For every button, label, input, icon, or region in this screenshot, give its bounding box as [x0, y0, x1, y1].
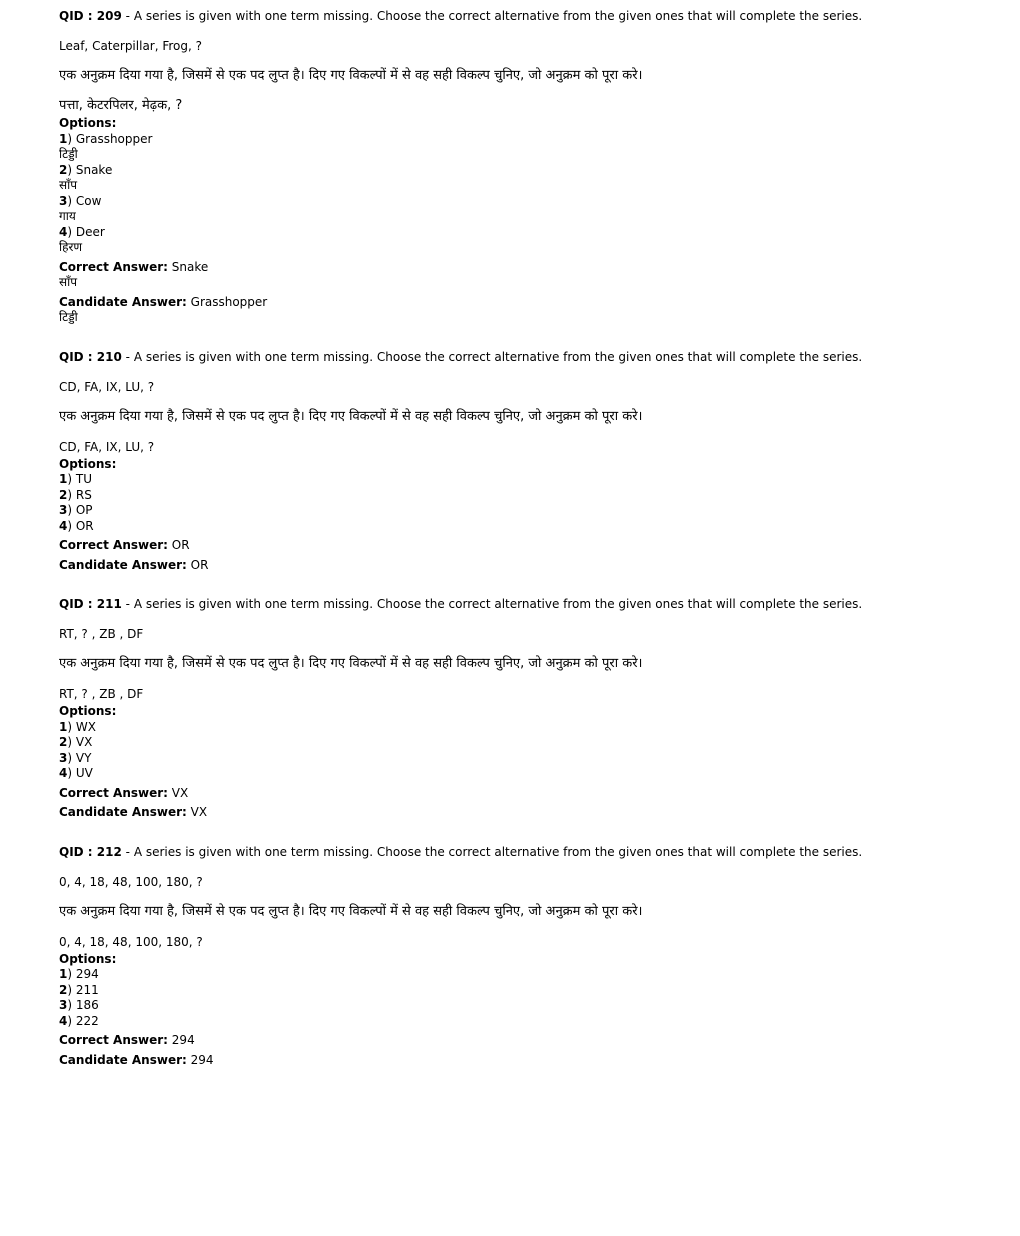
candidate-answer: Candidate Answer: OR — [59, 557, 209, 572]
series-english: CD, FA, IX, LU, ? — [59, 379, 155, 394]
question-text: A series is given with one term missing. Choose the correct alternative from the given ones that will complete the series. — [133, 349, 863, 364]
option-3: 3) OP — [59, 503, 93, 517]
option-4: 4) Deer — [59, 224, 105, 239]
option-2: 2) Snake — [59, 162, 113, 177]
series-hindi: RT, ? , ZB , DF — [59, 687, 144, 701]
question-heading: QID : 210 - A series is given with one term missing. Choose the correct alternative from the given ones that will complete the series. — [59, 349, 863, 364]
question-text-hindi: एक अनुक्रम दिया गया है, जिसमें से एक पद लुप्त है। दिए गए विकल्पों में से वह सही विकल्प चुनिए, जो अनुक्रम को पूरा करे। — [59, 903, 643, 919]
correct-answer-hindi: साँप — [59, 275, 78, 289]
option-1: 1) WX — [59, 719, 96, 734]
candidate-answer: Candidate Answer: VX — [59, 805, 208, 819]
options-label: Options: — [59, 456, 117, 471]
candidate-answer: Candidate Answer: Grasshopper — [59, 294, 268, 309]
option-3: 3) Cow — [59, 193, 102, 208]
question-block — [59, 349, 999, 574]
question-text: A series is given with one term missing. Choose the correct alternative from the given ones that will complete the series. — [133, 597, 863, 611]
question-block — [59, 596, 999, 821]
option-1-hindi: टिड्डी — [59, 147, 78, 161]
option-4-hindi: हिरण — [59, 240, 83, 254]
series-hindi: 0, 4, 18, 48, 100, 180, ? — [59, 934, 203, 949]
qid-number: 211 — [96, 597, 122, 611]
option-1: 1) Grasshopper — [59, 131, 153, 146]
option-2-hindi: साँप — [59, 178, 78, 192]
option-2: 2) VX — [59, 735, 93, 749]
series-hindi: पत्ता, केटरपिलर, मेढ़क, ? — [59, 98, 183, 113]
question-text-hindi: एक अनुक्रम दिया गया है, जिसमें से एक पद लुप्त है। दिए गए विकल्पों में से वह सही विकल्प चुनिए, जो अनुक्रम को पूरा करे। — [59, 408, 643, 424]
question-text-hindi: एक अनुक्रम दिया गया है, जिसमें से एक पद लुप्त है। दिए गए विकल्पों में से वह सही विकल्प चुनिए, जो अनुक्रम को पूरा करे। — [59, 656, 643, 671]
option-2: 2) RS — [59, 487, 92, 502]
question-text: A series is given with one term missing. Choose the correct alternative from the given ones that will complete the series. — [133, 844, 863, 859]
question-text: A series is given with one term missing. Choose the correct alternative from the given ones that will complete the series. — [133, 9, 863, 23]
qid-number: 210 — [96, 349, 122, 364]
option-3: 3) VY — [59, 750, 92, 765]
candidate-answer-hindi: टिड्डी — [59, 310, 78, 324]
series-hindi: CD, FA, IX, LU, ? — [59, 439, 155, 454]
option-4: 4) OR — [59, 518, 94, 533]
question-text-hindi: एक अनुक्रम दिया गया है, जिसमें से एक पद लुप्त है। दिए गए विकल्पों में से वह सही विकल्प चुनिए, जो अनुक्रम को पूरा करे। — [59, 68, 643, 83]
series-english: RT, ? , ZB , DF — [59, 627, 144, 641]
correct-answer: Correct Answer: VX — [59, 785, 189, 800]
options-label: Options: — [59, 704, 117, 718]
correct-answer: Correct Answer: Snake — [59, 259, 209, 274]
option-4: 4) 222 — [59, 1013, 99, 1028]
question-heading: QID : 209 - A series is given with one term missing. Choose the correct alternative from the given ones that will complete the series. — [59, 9, 863, 23]
option-3: 3) 186 — [59, 998, 99, 1012]
option-3-hindi: गाय — [59, 209, 76, 223]
question-block — [59, 844, 999, 1069]
options-label: Options: — [59, 116, 117, 130]
options-label: Options: — [59, 951, 117, 966]
question-heading: QID : 211 - A series is given with one term missing. Choose the correct alternative from the given ones that will complete the series. — [59, 597, 863, 611]
candidate-answer: Candidate Answer: 294 — [59, 1052, 214, 1067]
qid-number: 209 — [96, 9, 122, 23]
qid-number: 212 — [96, 844, 122, 859]
qid-label: QID : — [59, 9, 93, 23]
option-2: 2) 211 — [59, 982, 99, 997]
correct-answer: Correct Answer: OR — [59, 538, 190, 552]
option-1: 1) 294 — [59, 967, 99, 981]
question-heading: QID : 212 - A series is given with one term missing. Choose the correct alternative from the given ones that will complete the series. — [59, 844, 863, 859]
question-block — [59, 8, 999, 326]
option-1: 1) TU — [59, 472, 92, 486]
series-english: 0, 4, 18, 48, 100, 180, ? — [59, 874, 203, 889]
correct-answer: Correct Answer: 294 — [59, 1033, 195, 1047]
option-4: 4) UV — [59, 766, 93, 780]
series-english: Leaf, Caterpillar, Frog, ? — [59, 39, 203, 53]
question-page — [59, 8, 999, 1091]
